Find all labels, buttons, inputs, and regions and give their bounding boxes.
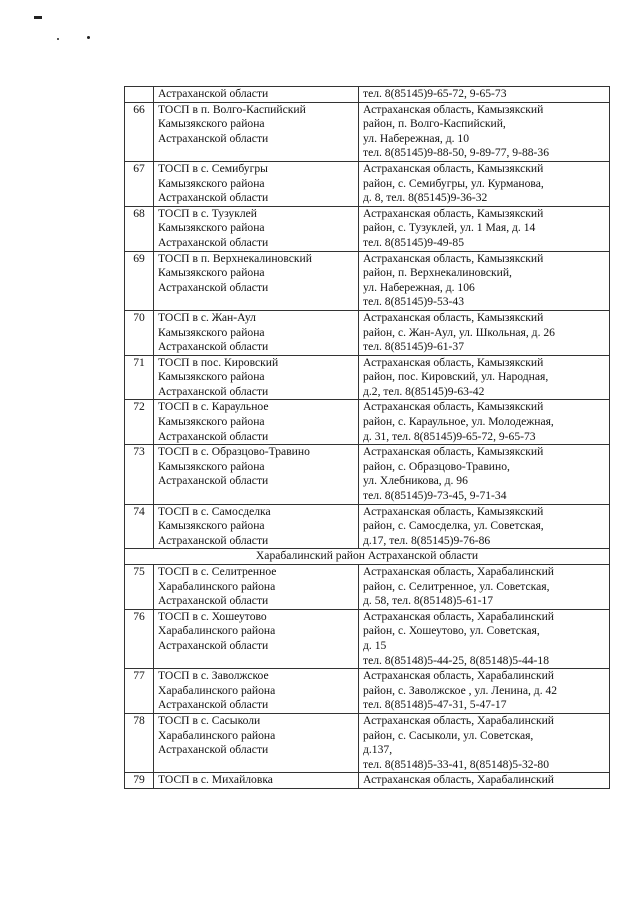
org-name-cell-line: ТОСП в с. Семибугры	[158, 161, 268, 175]
address-cell-line: Астраханская область, Харабалинский	[363, 609, 554, 623]
address-cell-line: тел. 8(85145)9-53-43	[363, 295, 465, 309]
org-name-cell	[154, 669, 359, 714]
org-name-cell-line: ТОСП в с. Сасыколи	[158, 713, 261, 727]
org-name-cell-line: Камызякского района	[158, 415, 265, 429]
address-cell	[359, 565, 610, 610]
address-cell-line: д. 15	[363, 638, 387, 652]
address-cell	[359, 102, 610, 161]
address-cell-line: район, с. Тузуклей, ул. 1 Мая, д. 14	[363, 221, 536, 235]
org-name-cell-line: Камызякского района	[158, 176, 265, 190]
row-number: 73	[125, 445, 154, 504]
address-cell-line: тел. 8(85145)9-65-72, 9-65-73	[363, 87, 507, 100]
table-row	[125, 713, 610, 772]
table-row	[125, 445, 610, 504]
section-heading: Харабалинский район Астраханской области	[125, 549, 610, 565]
org-name-cell	[154, 400, 359, 445]
address-cell-line: Астраханская область, Камызякский	[363, 355, 544, 369]
org-name-cell-line: ТОСП в с. Образцово-Травино	[158, 445, 310, 459]
org-name-cell-line: Астраханской области	[158, 698, 269, 712]
address-cell-line: д.2, тел. 8(85145)9-63-42	[363, 384, 485, 398]
org-name-cell	[154, 102, 359, 161]
org-name-cell-line: Камызякского района	[158, 370, 265, 384]
org-name-cell-line: ТОСП в с. Тузуклей	[158, 206, 257, 220]
row-number: 75	[125, 565, 154, 610]
address-cell-line: д. 58, тел. 8(85148)5-61-17	[363, 594, 494, 608]
org-name-cell	[154, 773, 359, 789]
org-name-cell-line: Харабалинского района	[158, 683, 276, 697]
address-cell	[359, 161, 610, 206]
address-cell	[359, 609, 610, 668]
row-number: 71	[125, 355, 154, 400]
org-name-cell	[154, 565, 359, 610]
org-name-cell	[154, 445, 359, 504]
table-row	[125, 251, 610, 310]
org-name-cell	[154, 206, 359, 251]
row-number: 66	[125, 102, 154, 161]
address-cell	[359, 504, 610, 549]
address-cell-line: Астраханская область, Камызякский	[363, 102, 544, 116]
address-cell	[359, 206, 610, 251]
table-row	[125, 669, 610, 714]
org-name-cell-line: ТОСП в с. Самосделка	[158, 504, 271, 518]
org-name-cell-line: ТОСП в с. Жан-Аул	[158, 310, 256, 324]
table-row	[125, 565, 610, 610]
address-cell-line: район, с. Хошеутово, ул. Советская,	[363, 624, 540, 638]
address-cell	[359, 713, 610, 772]
address-cell-line: район, с. Семибугры, ул. Курманова,	[363, 176, 544, 190]
address-cell-line: район, с. Заволжское , ул. Ленина, д. 42	[363, 683, 558, 697]
address-cell-line: Астраханская область, Харабалинский	[363, 669, 554, 683]
organizations-table	[124, 86, 610, 789]
address-cell-line: тел. 8(85145)9-88-50, 9-89-77, 9-88-36	[363, 146, 550, 160]
table-row	[125, 609, 610, 668]
org-name-cell	[154, 310, 359, 355]
address-cell-line: тел. 8(85145)9-73-45, 9-71-34	[363, 489, 507, 503]
table-row	[125, 206, 610, 251]
address-cell-line: район, п. Верхнекалиновский,	[363, 266, 512, 280]
address-cell-line: район, с. Образцово-Травино,	[363, 459, 510, 473]
org-name-cell-line: Камызякского района	[158, 519, 265, 533]
org-name-cell-line: ТОСП в п. Волго-Каспийский	[158, 102, 306, 116]
address-cell-line: ул. Набережная, д. 10	[363, 131, 470, 145]
address-cell-line: ул. Набережная, д. 106	[363, 280, 475, 294]
address-cell-line: район, с. Селитренное, ул. Советская,	[363, 579, 550, 593]
org-name-cell-line: ТОСП в п. Верхнекалиновский	[158, 251, 312, 265]
org-name-cell-line: ТОСП в с. Михайловка	[158, 773, 273, 787]
address-cell-line: Астраханская область, Камызякский	[363, 400, 544, 414]
address-cell-line: д. 31, тел. 8(85145)9-65-72, 9-65-73	[363, 429, 536, 443]
table-row	[125, 161, 610, 206]
address-cell-line: тел. 8(85145)9-61-37	[363, 340, 465, 354]
org-name-cell-line: ТОСП в с. Селитренное	[158, 565, 277, 578]
table-row	[125, 87, 610, 103]
address-cell-line: Астраханская область, Харабалинский	[363, 565, 554, 578]
address-cell-line: д.137,	[363, 743, 393, 757]
address-cell-line: Астраханская область, Камызякский	[363, 310, 544, 324]
org-name-cell-line: ТОСП в с. Заволжское	[158, 669, 269, 683]
section-row	[125, 549, 610, 565]
org-name-cell-line: Астраханской области	[158, 235, 269, 249]
org-name-cell-line: Астраханской области	[158, 87, 269, 100]
address-cell-line: Астраханская область, Камызякский	[363, 206, 544, 220]
row-number: 76	[125, 609, 154, 668]
org-name-cell-line: Харабалинского района	[158, 579, 276, 593]
row-number: 74	[125, 504, 154, 549]
address-cell-line: Астраханская область, Камызякский	[363, 251, 544, 265]
row-number: 67	[125, 161, 154, 206]
scan-dot	[87, 36, 90, 39]
address-cell-line: Астраханская область, Харабалинский	[363, 713, 554, 727]
address-cell-line: район, с. Сасыколи, ул. Советская,	[363, 728, 534, 742]
org-name-cell	[154, 504, 359, 549]
row-number: 72	[125, 400, 154, 445]
address-cell	[359, 669, 610, 714]
org-name-cell-line: ТОСП в пос. Кировский	[158, 355, 279, 369]
address-cell-line: тел. 8(85148)5-47-31, 5-47-17	[363, 698, 507, 712]
org-name-cell-line: Харабалинского района	[158, 624, 276, 638]
org-name-cell	[154, 609, 359, 668]
address-cell-line: район, с. Караульное, ул. Молодежная,	[363, 415, 554, 429]
row-number: 70	[125, 310, 154, 355]
address-cell	[359, 87, 610, 103]
row-number: 69	[125, 251, 154, 310]
row-number: 77	[125, 669, 154, 714]
org-name-cell-line: Астраханской области	[158, 131, 269, 145]
org-name-cell	[154, 713, 359, 772]
table-row	[125, 355, 610, 400]
address-cell-line: район, с. Самосделка, ул. Советская,	[363, 519, 544, 533]
address-cell-line: ул. Хлебникова, д. 96	[363, 474, 468, 488]
address-cell-line: район, п. Волго-Каспийский,	[363, 117, 506, 131]
address-cell	[359, 310, 610, 355]
address-cell	[359, 773, 610, 789]
org-name-cell	[154, 251, 359, 310]
org-name-cell-line: Астраханской области	[158, 594, 269, 608]
org-name-cell-line: Астраханской области	[158, 280, 269, 294]
table-row	[125, 310, 610, 355]
org-name-cell-line: Астраханской области	[158, 429, 269, 443]
address-cell-line: д.17, тел. 8(85145)9-76-86	[363, 533, 491, 547]
address-cell-line: Астраханская область, Камызякский	[363, 161, 544, 175]
row-number: 79	[125, 773, 154, 789]
address-cell	[359, 445, 610, 504]
address-cell-line: Астраханская область, Камызякский	[363, 445, 544, 459]
address-cell	[359, 355, 610, 400]
org-name-cell-line: ТОСП в с. Хошеутово	[158, 609, 267, 623]
org-name-cell-line: Камызякского района	[158, 221, 265, 235]
address-cell	[359, 400, 610, 445]
org-name-cell-line: Астраханской области	[158, 743, 269, 757]
org-name-cell-line: Камызякского района	[158, 266, 265, 280]
org-name-cell	[154, 87, 359, 103]
address-cell-line: тел. 8(85148)5-44-25, 8(85148)5-44-18	[363, 653, 550, 667]
org-name-cell-line: Астраханской области	[158, 191, 269, 205]
org-name-cell-line: Камызякского района	[158, 117, 265, 131]
scan-mark	[34, 16, 42, 19]
org-name-cell	[154, 355, 359, 400]
address-cell-line: Астраханская область, Харабалинский	[363, 773, 554, 787]
address-cell-line: район, с. Жан-Аул, ул. Школьная, д. 26	[363, 325, 555, 339]
org-name-cell-line: Астраханской области	[158, 340, 269, 354]
row-number: 68	[125, 206, 154, 251]
org-name-cell-line: Камызякского района	[158, 325, 265, 339]
org-name-cell-line: Камызякского района	[158, 459, 265, 473]
table-row	[125, 773, 610, 789]
table-row	[125, 102, 610, 161]
address-cell-line: Астраханская область, Камызякский	[363, 504, 544, 518]
org-name-cell-line: ТОСП в с. Караульное	[158, 400, 269, 414]
org-name-cell	[154, 161, 359, 206]
address-cell-line: д. 8, тел. 8(85145)9-36-32	[363, 191, 488, 205]
table-row	[125, 504, 610, 549]
table-row	[125, 400, 610, 445]
address-cell-line: тел. 8(85148)5-33-41, 8(85148)5-32-80	[363, 757, 550, 771]
row-number: 78	[125, 713, 154, 772]
address-cell-line: район, пос. Кировский, ул. Народная,	[363, 370, 549, 384]
org-name-cell-line: Астраханской области	[158, 384, 269, 398]
scan-dot	[57, 38, 59, 40]
address-cell	[359, 251, 610, 310]
org-name-cell-line: Астраханской области	[158, 638, 269, 652]
address-cell-line: тел. 8(85145)9-49-85	[363, 235, 465, 249]
org-name-cell-line: Астраханской области	[158, 533, 269, 547]
org-name-cell-line: Харабалинского района	[158, 728, 276, 742]
org-name-cell-line: Астраханской области	[158, 474, 269, 488]
row-number	[125, 87, 154, 103]
